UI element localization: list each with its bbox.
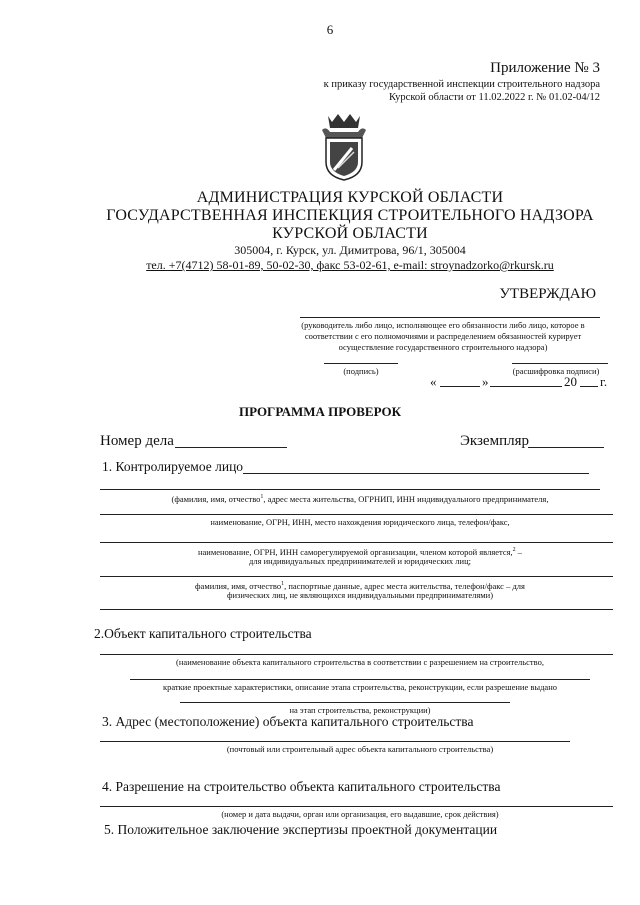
coat-of-arms-icon (318, 112, 370, 182)
section2-field-2[interactable] (130, 679, 590, 680)
approver-line[interactable] (300, 317, 600, 318)
org-contacts: тел. +7(4712) 58-01-89, 50-02-30, факс 53-02-61, e-mail: stroynadzorko@rkursk.ru (146, 258, 554, 272)
section5-title: 5. Положительное заключение экспертизы проектной документации (104, 822, 498, 837)
section1-caption-6: физических лиц, не являющихся индивидуальными предпринимателями) (226, 590, 494, 600)
section1-field-3[interactable] (100, 514, 613, 515)
section4-title: 4. Разрешение на строительство объекта капитального строительства (102, 779, 501, 794)
date-month-field[interactable] (490, 386, 562, 387)
signature-line[interactable] (324, 363, 398, 364)
date-year-field[interactable] (580, 386, 598, 387)
approver-caption-2: соответствии с его полномочиями и распределением обязанностей курирует (304, 331, 582, 341)
page-number: 6 (326, 22, 334, 37)
section3-field-1[interactable] (100, 741, 570, 742)
section1-field-1[interactable] (243, 473, 589, 474)
appendix-order-line: к приказу государственной инспекции строительного надзора (323, 79, 600, 90)
section4-field-1[interactable] (100, 806, 613, 807)
date-year-suffix: г. (600, 374, 608, 389)
section2-field-1[interactable] (100, 654, 613, 655)
section1-field-6[interactable] (100, 609, 613, 610)
approver-caption-1: (руководитель либо лицо, исполняющее его обязанности либо лицо, которое в (301, 320, 585, 330)
section1-field-2[interactable] (100, 489, 600, 490)
signature-decode-line[interactable] (512, 363, 608, 364)
section3-caption-1: (почтовый или строительный адрес объекта капитального строительства) (226, 744, 494, 754)
section2-title: 2.Объект капитального строительства (94, 626, 312, 641)
appendix-order-date: Курской области от 11.02.2022 г. № 01.02-04/12 (388, 92, 600, 103)
signature-caption: (подпись) (343, 366, 379, 376)
program-title: ПРОГРАММА ПРОВЕРОК (238, 404, 402, 419)
date-year-prefix: 20 (564, 374, 577, 389)
section1-field-5[interactable] (100, 576, 613, 577)
org-address: 305004, г. Курск, ул. Димитрова, 96/1, 305004 (234, 243, 466, 257)
appendix-title: Приложение № 3 (490, 60, 600, 76)
approver-caption-3: осуществление государственного строительного надзора) (338, 342, 548, 352)
approve-title: УТВЕРЖДАЮ (499, 286, 596, 302)
case-number-label: Номер дела (100, 433, 174, 449)
date-quote-open: « (430, 374, 437, 389)
section1-caption-5: фамилия, имя, отчество$^1$, паспортные данные, адрес места жительства, телефон/факс – для (195, 580, 525, 591)
copy-number-field[interactable] (528, 447, 604, 448)
section1-caption-4: для индивидуальных предпринимателей и юридических лиц; (249, 556, 471, 566)
org-name-line2: ГОСУДАРСТВЕННАЯ ИНСПЕКЦИЯ СТРОИТЕЛЬНОГО НАДЗОРА (106, 207, 594, 224)
section1-title: 1. Контролируемое лицо (102, 459, 244, 474)
section3-title: 3. Адрес (местоположение) объекта капитального строительства (102, 714, 474, 729)
section2-caption-1: (наименование объекта капитального строительства в соответствии с разрешением на строительство, (176, 657, 544, 667)
section2-field-3[interactable] (180, 702, 510, 703)
date-quote-close: » (482, 374, 489, 389)
date-day-field[interactable] (440, 386, 480, 387)
section1-caption-2: наименование, ОГРН, ИНН, место нахождения юридического лица, телефон/факс, (210, 517, 510, 527)
section2-caption-3: на этап строительства, реконструкции) (289, 705, 431, 715)
copy-label: Экземпляр (460, 433, 529, 449)
signature-decode-caption: (расшифровка подписи) (512, 366, 600, 376)
case-number-field[interactable] (175, 447, 287, 448)
section1-caption-1: (фамилия, имя, отчество$^1$, адрес места жительства, ОГРНИП, ИНН индивидуального предпринимателя, (171, 493, 549, 504)
section1-caption-3: наименование, ОГРН, ИНН саморегулируемой организации, членом которой является,$^2$ – (197, 546, 523, 557)
org-name-line1: АДМИНИСТРАЦИЯ КУРСКОЙ ОБЛАСТИ (196, 189, 504, 206)
section1-field-4[interactable] (100, 542, 613, 543)
section4-caption-1: (номер и дата выдачи, орган или организация, его выдавшие, срок действия) (221, 809, 499, 819)
section2-caption-2: краткие проектные характеристики, описание этапа строительства, реконструкции, если разрешение выдано (163, 682, 557, 692)
org-name-line3: КУРСКОЙ ОБЛАСТИ (272, 225, 428, 242)
